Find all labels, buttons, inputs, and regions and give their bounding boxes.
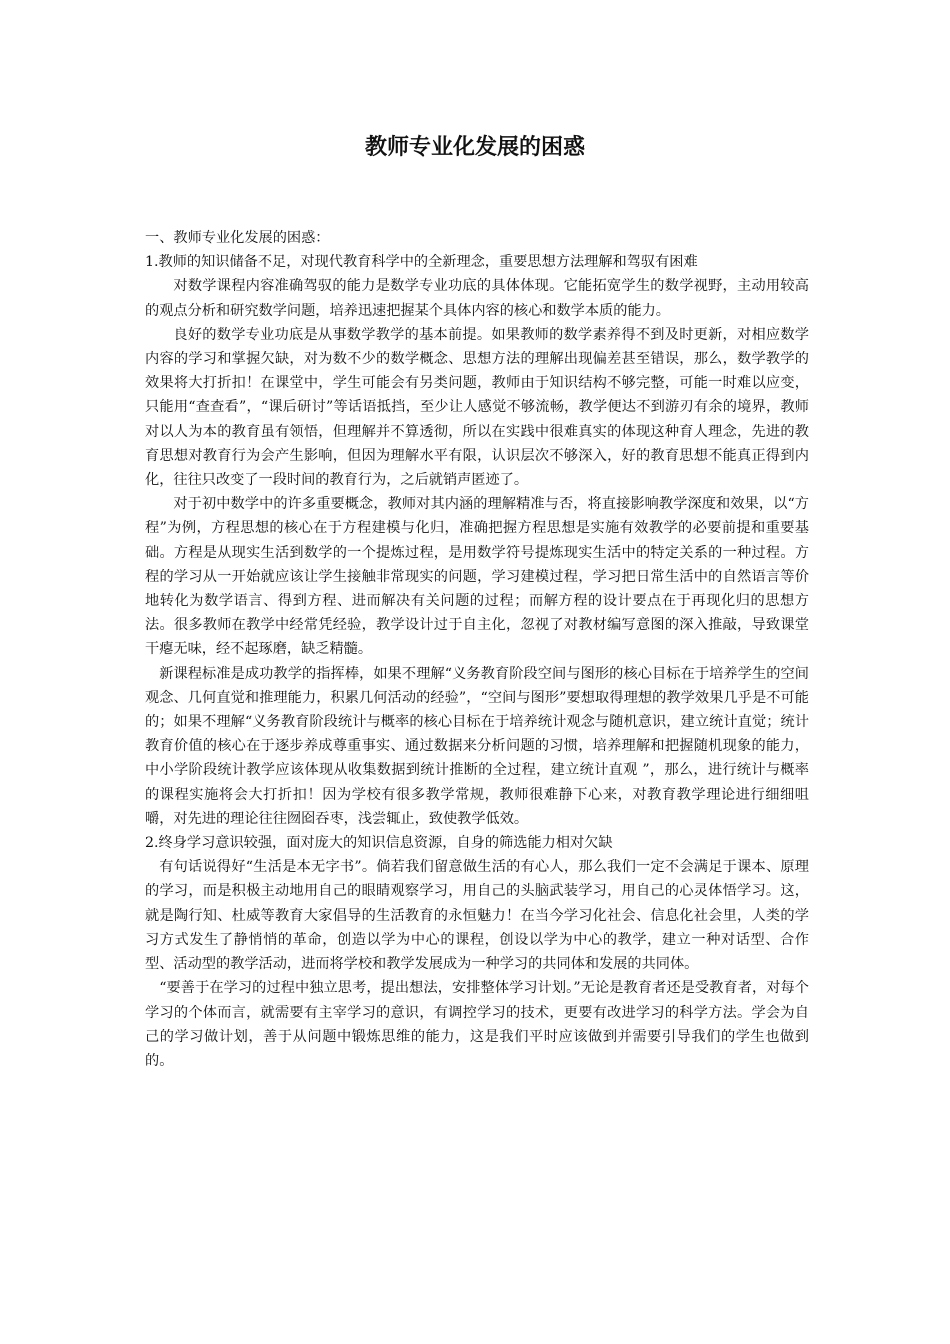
document-title: 教师专业化发展的困惑: [364, 135, 585, 160]
section-heading: 一、教师专业化发展的困惑：: [145, 230, 330, 246]
paragraph: 新课程标准是成功教学的指挥棒，如果不理解“义务教育阶段空间与图形的核心目标在于培养学生的空间观念、几何直觉和推理能力，积累几何活动的经验”，“空间与图形”要想取得理想的教学效果几乎是不可能的；如果不理解“义务教育阶段统计与概率的核心目标在于培养统计观念与随机意识，建立统计直觉；统计教育价值的核心在于逐步养成尊重事实、通过数据来分析问题的习惯，培养理解和把握随机现象的能力，中小学阶段统计教学应该体现从收集数据到统计推断的全过程，建立统计直观 ”，那么，进行统计与概率的课程实施将会大打折扣！因为学校有很多教学常规，教师很难静下心来，对教育教学理论进行细细咀嚼，对先进的理论往往囫囵吞枣，浅尝辄止，致使教学低效。: [145, 665, 809, 827]
paragraph: 良好的数学专业功底是从事数学教学的基本前提。如果教师的数学素养得不到及时更新，对相应数学内容的学习和掌握欠缺，对为数不少的数学概念、思想方法的理解出现偏差甚至错误，那么，数学教学的效果将大打折扣！在课堂中，学生可能会有另类问题，教师由于知识结构不够完整，可能一时难以应变，只能用“查查看”，“课后研讨”等话语抵挡，至少让人感觉不够流畅，教学便达不到游刃有余的境界，教师对以人为本的教育虽有领悟，但理解并不算透彻，所以在实践中很难真实的体现这种育人理念，先进的教育思想对教育行为会产生影响，但因为理解水平有限，认识层次不够深入，好的教育思想不能真正得到内化，往往只改变了一段时间的教育行为，之后就销声匿迹了。: [145, 326, 809, 489]
paragraph: “要善于在学习的过程中独立思考，提出想法，安排整体学习计划。”无论是教育者还是受教育者，对每个学习的个体而言，就需要有主宰学习的意识，有调控学习的技术，更要有改进学习的科学方法。学会为自己的学习做计划，善于从问题中锻炼思维的能力，这是我们平时应该做到并需要引导我们的学生也做到的。: [145, 980, 809, 1069]
paragraph: 对数学课程内容准确驾驭的能力是数学专业功底的具体体现。它能拓宽学生的数学视野，主动用较高的观点分析和研究数学问题，培养迅速把握某个具体内容的核心和数学本质的能力。: [145, 278, 809, 319]
subsection-heading-1: 1.教师的知识储备不足，对现代教育科学中的全新理念，重要思想方法理解和驾驭有困难: [145, 254, 698, 271]
subsection-heading-2: 2.终身学习意识较强，面对庞大的知识信息资源，自身的筛选能力相对欠缺: [145, 835, 613, 852]
document-body: [145, 226, 809, 1073]
paragraph: 对于初中数学中的许多重要概念，教师对其内涵的理解精准与否，将直接影响教学深度和效果，以“方程”为例，方程思想的核心在于方程建模与化归，准确把握方程思想是实施有效教学的必要前提和重要基础。方程是从现实生活到数学的一个提炼过程，是用数学符号提炼现实生活中的特定关系的一种过程。方程的学习从一开始就应该让学生接触非常现实的问题，学习建模过程，学习把日常生活中的自然语言等价地转化为数学语言、得到方程、进而解决有关问题的过程；而解方程的设计要点在于再现化归的思想方法。很多教师在教学中经常凭经验，教学设计过于自主化，忽视了对教材编写意图的深入推敲，导致课堂干瘪无味，经不起琢磨，缺乏精髓。: [145, 496, 809, 658]
paragraph: 有句话说得好“生活是本无字书”。倘若我们留意做生活的有心人，那么我们一定不会满足于课本、原理的学习，而是积极主动地用自己的眼睛观察学习，用自己的头脑武装学习，用自己的心灵体悟学习。这，就是陶行知、杜威等教育大家倡导的生活教育的永恒魅力！在当今学习化社会、信息化社会里，人类的学习方式发生了静悄悄的革命，创造以学为中心的课程，创设以学为中心的教学，建立一种对话型、合作型、活动型的教学活动，进而将学校和教学发展成为一种学习的共同体和发展的共同体。: [145, 859, 809, 973]
